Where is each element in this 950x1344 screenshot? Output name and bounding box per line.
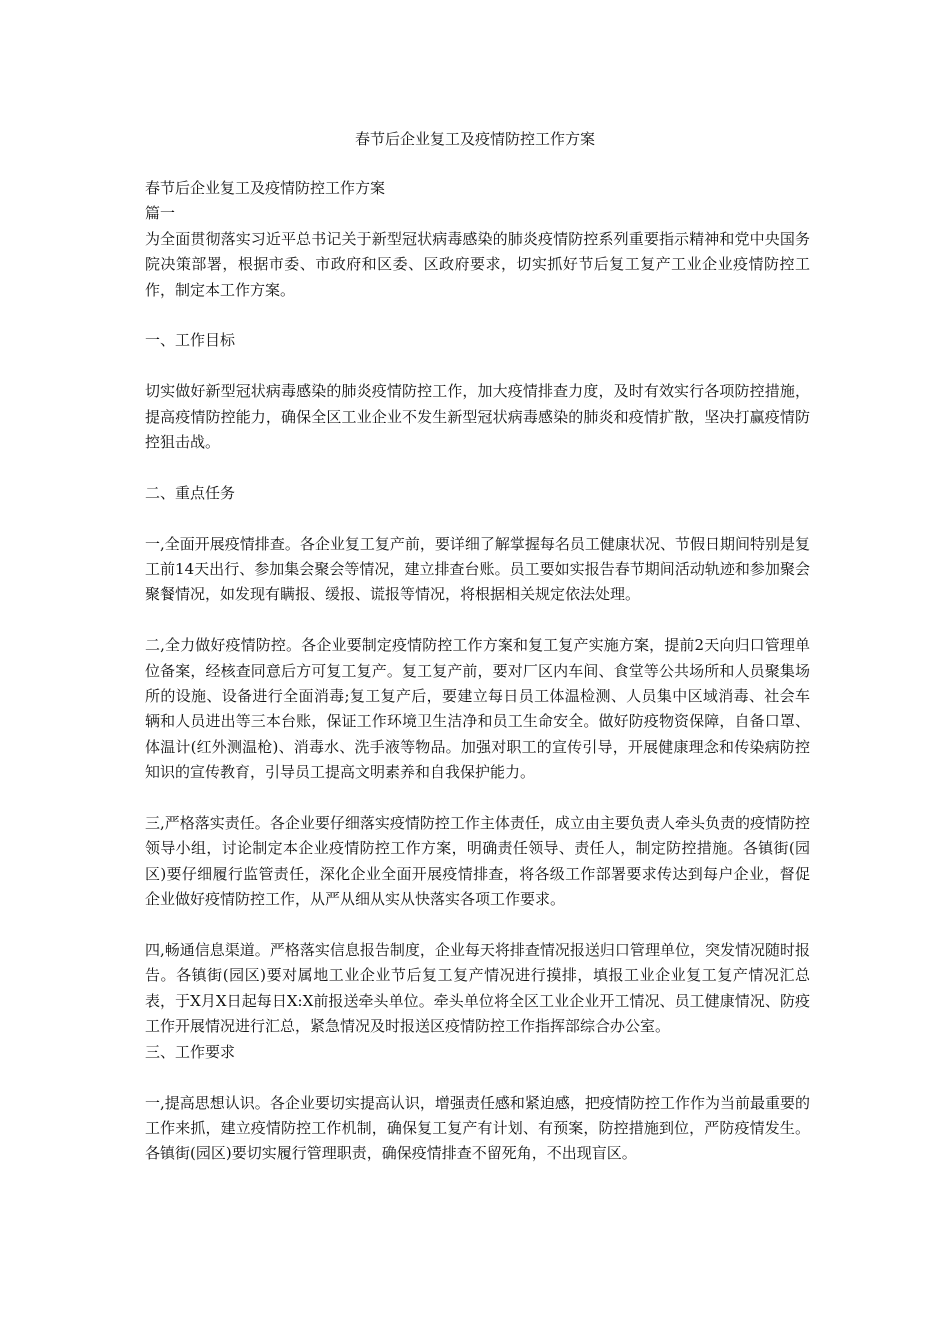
paragraph-gap (145, 354, 810, 379)
task-paragraph-2: 二,全力做好疫情防控。各企业要制定疫情防控工作方案和复工复产实施方案，提前2天向归口管理单位备案，经核查同意后方可复工复产。复工复产前，要对厂区内车间、食堂等公共场所和人员聚集场所的设施、设备进行全面消毒;复工复产后，要建立每日员工体温检测、人员集中区域消毒、社会车辆和人员进出等三本台账，保证工作环境卫生洁净和员工生命安全。做好防疫物资保障，自备口罩、体温计(红外测温枪)、消毒水、洗手液等物品。加强对职工的宣传引导，开展健康理念和传染病防控知识的宣传教育，引导员工提高文明素养和自我保护能力。 (145, 636, 810, 782)
paragraph-gap (145, 455, 810, 480)
document-subtitle: 春节后企业复工及疫情防控工作方案 (145, 179, 386, 197)
paragraph-gap (145, 608, 810, 633)
section-heading-tasks: 二、重点任务 (145, 483, 236, 502)
paragraph-gap (145, 1065, 810, 1090)
paragraph-gap (145, 303, 810, 328)
paragraph-gap (145, 786, 810, 811)
intro-paragraph: 为全面贯彻落实习近平总书记关于新型冠状病毒感染的肺炎疫情防控系列重要指示精神和党中央国务院决策部署，根据市委、市政府和区委、区政府要求，切实抓好节后复工复产工业企业疫情防控工作，制定本工作方案。 (145, 229, 810, 299)
task-paragraph-3: 三,严格落实责任。各企业要仔细落实疫情防控工作主体责任，成立由主要负责人牵头负责的疫情防控领导小组，讨论制定本企业疫情防控工作方案，明确责任领导、责任人，制定防控措施。各镇街(园区)要仔细履行监管责任，深化企业全面开展疫情排查，将各级工作部署要求传达到每户企业，督促企业做好疫情防控工作，从严从细从实从快落实各项工作要求。 (145, 814, 810, 909)
document-title: 春节后企业复工及疫情防控工作方案 (354, 130, 595, 148)
document-body (145, 176, 810, 1167)
section-heading-requirements: 三、工作要求 (145, 1042, 236, 1061)
task-paragraph-4: 四,畅通信息渠道。严格落实信息报告制度，企业每天将排查情况报送归口管理单位，突发情况随时报告。各镇街(园区)要对属地工业企业节后复工复产情况进行摸排，填报工业企业复工复产情况汇总表，于X月X日起每日X:X前报送牵头单位。牵头单位将全区工业企业开工情况、员工健康情况、防疫工作开展情况进行汇总，紧急情况及时报送区疫情防控工作指挥部综合办公室。 (145, 941, 810, 1036)
paragraph-gap (145, 506, 810, 531)
section-heading-goals: 一、工作目标 (145, 331, 236, 350)
requirement-paragraph-1: 一,提高思想认识。各企业要切实提高认识，增强责任感和紧迫感，把疫情防控工作作为当前最重要的工作来抓，建立疫情防控工作机制，确保复工复产有计划、有预案，防控措施到位，严防疫情发生。各镇街(园区)要切实履行管理职责，确保疫情排查不留死角，不出现盲区。 (145, 1093, 810, 1163)
task-paragraph-1: 一,全面开展疫情排查。各企业复工复产前，要详细了解掌握每名员工健康状况、节假日期间特别是复工前14天出行、参加集会聚会等情况，建立排查台账。员工要如实报告春节期间活动轨迹和参加聚会聚餐情况，如发现有瞒报、缓报、谎报等情况，将根据相关规定依法处理。 (145, 534, 810, 604)
part-label: 篇一 (145, 204, 176, 223)
goals-paragraph: 切实做好新型冠状病毒感染的肺炎疫情防控工作，加大疫情排查力度，及时有效实行各项防控措施，提高疫情防控能力，确保全区工业企业不发生新型冠状病毒感染的肺炎和疫情扩散，坚决打赢疫情防控狙击战。 (145, 382, 810, 452)
paragraph-gap (145, 913, 810, 938)
